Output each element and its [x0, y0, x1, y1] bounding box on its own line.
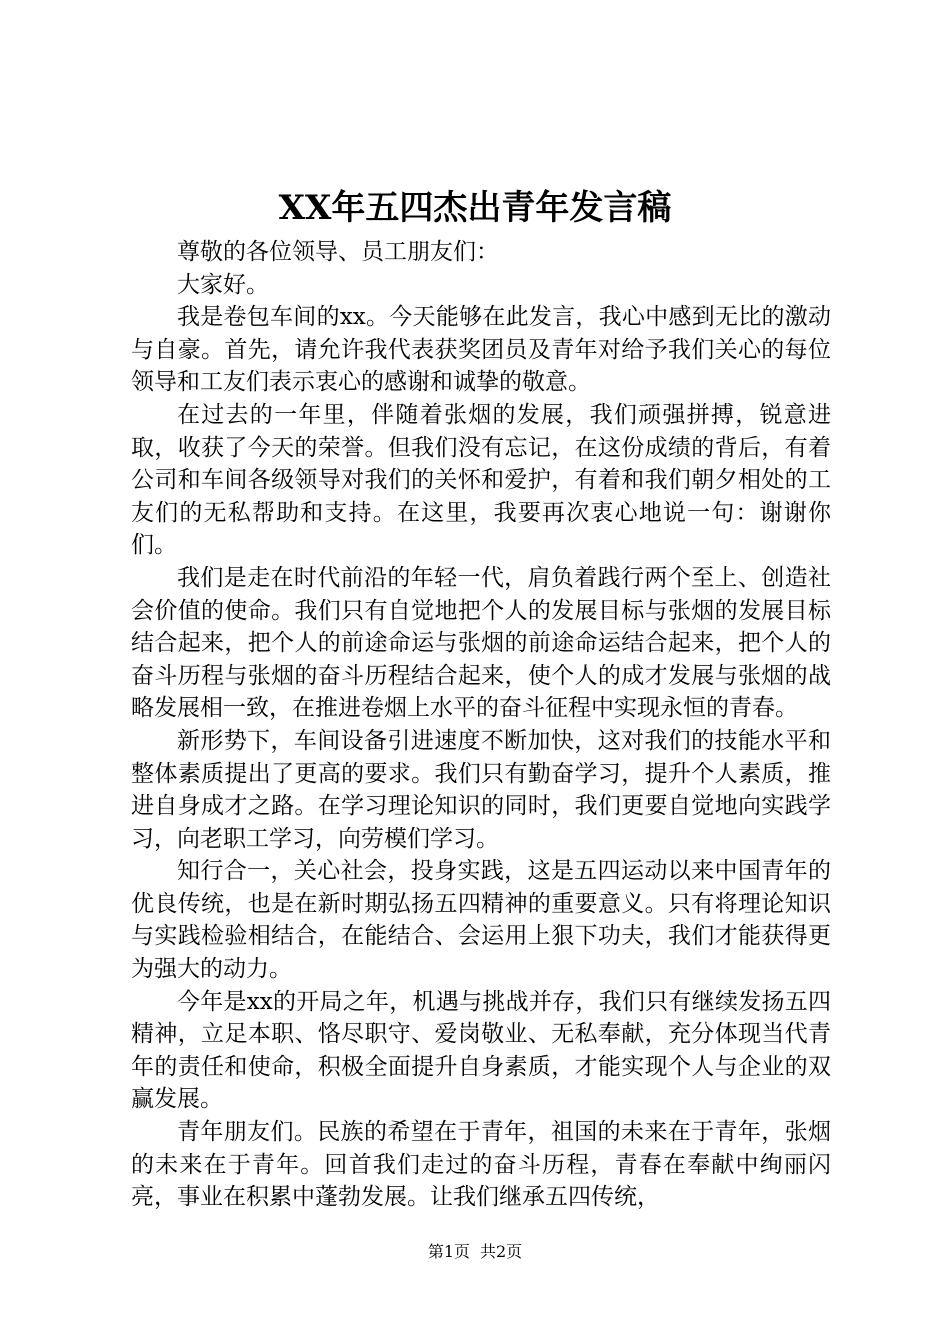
paragraph: 新形势下，车间设备引进速度不断加快，这对我们的技能水平和整体素质提出了更高的要求。我们只有勤奋学习，提升个人素质，推进自身成才之路。在学习理论知识的同时，我们更要自觉地向实践学习，向老职工学习，向劳模们学习。 — [131, 727, 831, 852]
paragraph: 我是卷包车间的xx。今天能够在此发言，我心中感到无比的激动与自豪。首先，请允许我代表获奖团员及青年对给予我们关心的每位领导和工友们表示衷心的感谢和诚挚的敬意。 — [131, 304, 831, 396]
paragraph: 今年是xx的开局之年，机遇与挑战并存，我们只有继续发扬五四精神，立足本职、恪尽职守、爱岗敬业、无私奉献，充分体现当代青年的责任和使命，积极全面提升自身素质，才能实现个人与企业的双赢发展。 — [131, 988, 831, 1113]
document-body — [131, 236, 831, 1214]
paragraph: 在过去的一年里，伴随着张烟的发展，我们顽强拼搏，锐意进取，收获了今天的荣誉。但我们没有忘记，在这份成绩的背后，有着公司和车间各级领导对我们的关怀和爱护，有着和我们朝夕相处的工友们的无私帮助和支持。在这里，我要再次衷心地说一句：谢谢你们。 — [131, 401, 831, 559]
page-footer — [0, 1240, 950, 1264]
greeting: 大家好。 — [177, 271, 269, 298]
page-total: 共2页 — [480, 1242, 523, 1261]
paragraph: 我们是走在时代前沿的年轻一代，肩负着践行两个至上、创造社会价值的使命。我们只有自觉地把个人的发展目标与张烟的发展目标结合起来，把个人的前途命运与张烟的前途命运结合起来，把个人的奋斗历程与张烟的奋斗历程结合起来，使个人的成才发展与张烟的战略发展相一致，在推进卷烟上水平的奋斗征程中实现永恒的青春。 — [131, 564, 831, 722]
salutation: 尊敬的各位领导、员工朋友们： — [177, 239, 499, 265]
page-number: 第1页 — [427, 1242, 470, 1261]
paragraph: 青年朋友们。民族的希望在于青年，祖国的未来在于青年，张烟的未来在于青年。回首我们走过的奋斗历程，青春在奉献中绚丽闪亮，事业在积累中蓬勃发展。让我们继承五四传统， — [131, 1119, 831, 1211]
document-title: XX年五四杰出青年发言稿 — [278, 188, 672, 228]
paragraph: 知行合一，关心社会，投身实践，这是五四运动以来中国青年的优良传统，也是在新时期弘扬五四精神的重要意义。只有将理论知识与实践检验相结合，在能结合、会运用上狠下功夫，我们才能获得更为强大的动力。 — [131, 858, 831, 983]
